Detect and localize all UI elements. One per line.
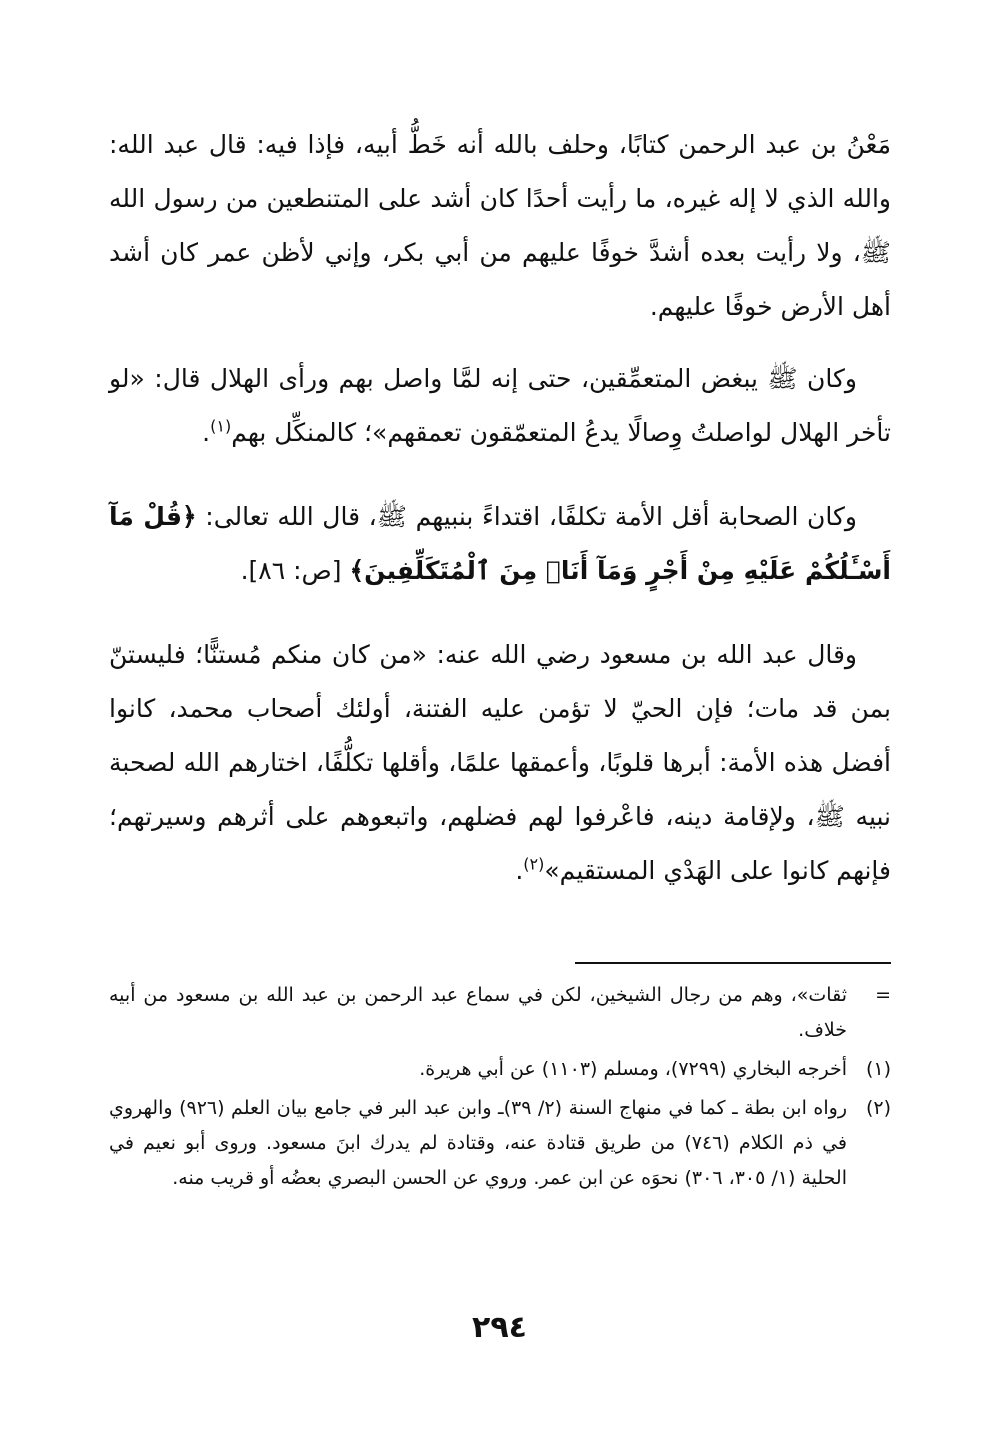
- quran-verse: قُلْ مَآ أَسْـَٔلُكُمْ عَلَيْهِ مِنْ أَجْرٍ وَمَآ أَنَا۠ مِنَ ٱلْمُتَكَلِّفِينَ: [109, 502, 891, 585]
- quran-close-bracket: ﴾: [349, 556, 365, 585]
- footnote-marker: =: [875, 984, 891, 1006]
- paragraph-4: [109, 628, 891, 898]
- paragraph-2-text: وكان ﷺ يبغض المتعمِّقين، حتى إنه لمَّا واصل بهم ورأى الهلال قال: «لو تأخر الهلال لواصلتُ وِصالًا يدعُ المتعمّقون تعمقهم»؛ كالمنكِّل بهم: [109, 364, 891, 447]
- footnote-continuation: [109, 978, 891, 1048]
- footnote-text: ثقات»، وهم من رجال الشيخين، لكن في سماع عبد الرحمن بن عبد الله بن مسعود من أبيه خلاف.: [109, 984, 847, 1041]
- footnote-1: [109, 1052, 891, 1087]
- paragraph-2: [109, 352, 891, 460]
- footnote-text: رواه ابن بطة ـ كما في منهاج السنة (٢/ ٣٩)ـ وابن عبد البر في جامع بيان العلم (٩٢٦) والهروي في ذم الكلام (٧٤٦) من طريق قتادة عنه، وقتادة لم يدرك ابنَ مسعود. وروى أبو نعيم في الحلية (١/ ٣٠٥، ٣٠٦) نحوَه عن ابن عمر. وروي عن الحسن البصري بعضُه أو قريب منه.: [109, 1097, 847, 1189]
- footnote-ref-2[interactable]: (٢): [523, 854, 545, 874]
- paragraph-4-end: .: [515, 856, 524, 885]
- paragraph-1-text: مَعْنُ بن عبد الرحمن كتابًا، وحلف بالله أنه خَطُّ أبيه، فإذا فيه: قال عبد الله: والله الذي لا إله غيره، ما رأيت أحدًا كان أشد على المتنطعين من رسول الله ﷺ، ولا رأيت بعده أشدَّ خوفًا عليهم من أبي بكر، وإني لأظن عمر كان أشد أهل الأرض خوفًا عليهم.: [109, 130, 891, 321]
- footnote-ref-1[interactable]: (١): [210, 416, 232, 436]
- footnote-divider: [575, 962, 891, 964]
- footnote-text: أخرجه البخاري (٧٢٩٩)، ومسلم (١١٠٣) عن أبي هريرة.: [419, 1058, 847, 1080]
- footnotes-section: [109, 978, 891, 1200]
- paragraph-1: [109, 118, 891, 334]
- main-text-block: [109, 118, 891, 928]
- page-number: ٢٩٤: [472, 1310, 527, 1345]
- footnote-marker: (٢): [865, 1097, 891, 1119]
- paragraph-4-text: وقال عبد الله بن مسعود رضي الله عنه: «من كان منكم مُستنًّا؛ فليستنّ بمن قد مات؛ فإن الحيّ لا تؤمن عليه الفتنة، أولئك أصحاب محمد، كانوا أفضل هذه الأمة: أبرها قلوبًا، وأعمقها علمًا، وأقلها تكلُّفًا، اختارهم الله لصحبة نبيه ﷺ، ولإقامة دينه، فاعْرفوا لهم فضلهم، واتبعوهم على أثرهم وسيرتهم؛ فإنهم كانوا على الهَدْي المستقيم»: [109, 640, 891, 885]
- footnote-2: [109, 1091, 891, 1196]
- paragraph-2-end: .: [202, 418, 211, 447]
- quran-reference: [ص: ٨٦].: [240, 556, 342, 585]
- quran-open-bracket: ﴿: [181, 502, 197, 531]
- footnote-marker: (١): [865, 1058, 891, 1080]
- paragraph-3-text: وكان الصحابة أقل الأمة تكلفًا، اقتداءً بنبيهم ﷺ، قال الله تعالى:: [205, 502, 857, 531]
- paragraph-3: [109, 490, 891, 598]
